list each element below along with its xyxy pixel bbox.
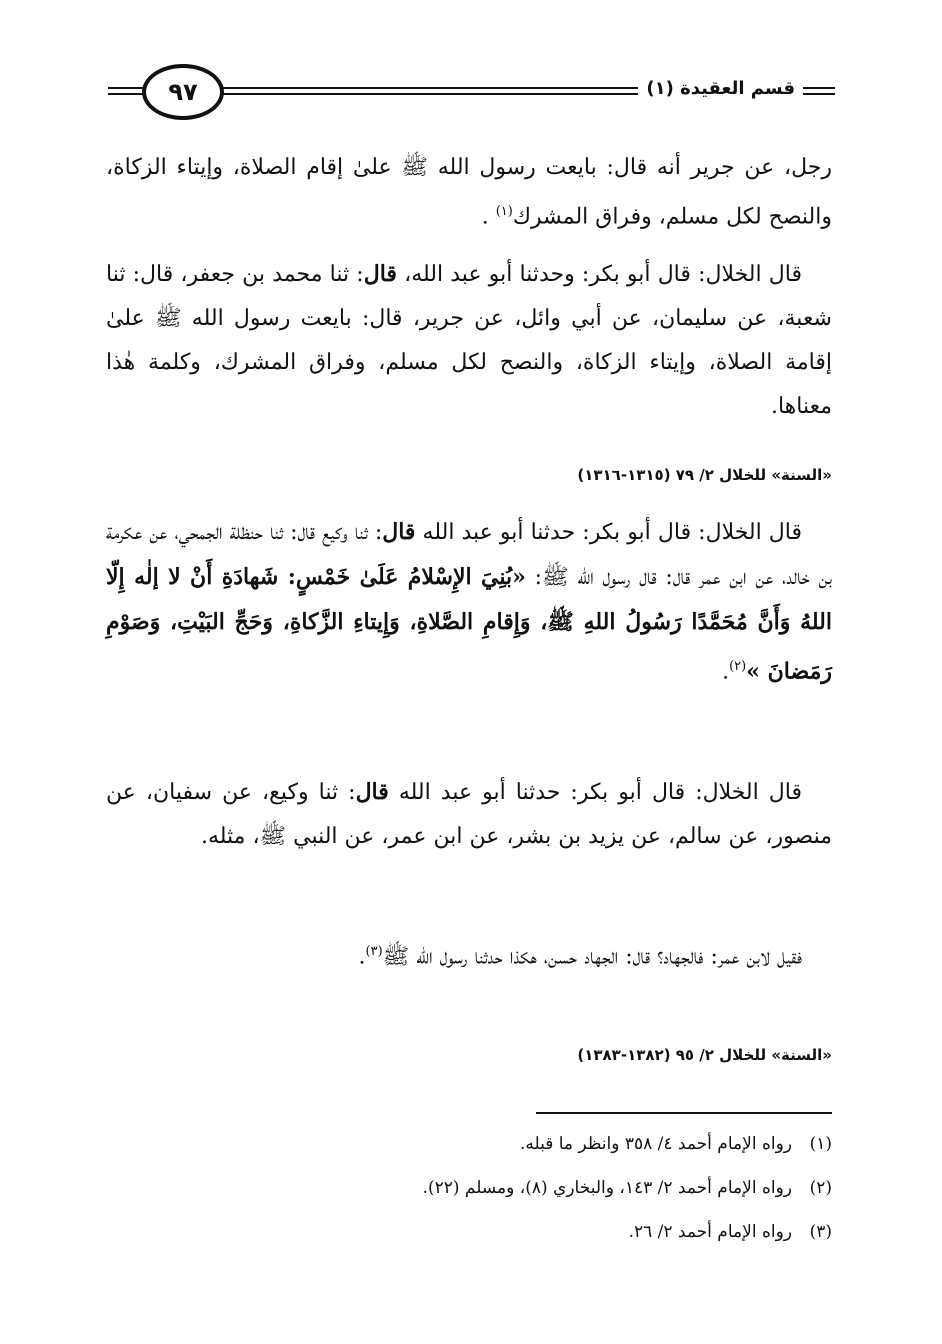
paragraph-text: رجل، عن جرير أنه قال: بايعت رسول الله ﷺ علىٰ إقام الصلاة، وإيتاء الزكاة، والنصح لكل مسلم، وفراق المشرك [106, 155, 832, 230]
paragraph-text: : ثنا محمد بن جعفر، قال: ثنا شعبة، عن سليمان، عن أبي وائل، عن جرير، قال: بايعت رسول الله ﷺ علىٰ إقامة الصلاة، وإيتاء الزكاة، والنصح لكل مسلم، وفراق المشرك، وكلمة هٰذا معناها. [106, 262, 832, 419]
footnote-2 [412, 1176, 832, 1200]
paragraph-end: . [481, 204, 496, 230]
footnote-number: (٢) [809, 1178, 832, 1198]
footnote-separator [536, 1112, 832, 1114]
source-citation-1: «السنة» للخلال ٢/ ٧٩ (١٣١٥-١٣١٦) [577, 466, 832, 484]
footnote-number: (٣) [809, 1222, 832, 1242]
paragraph-text: قال الخلال: قال أبو بكر: حدثنا أبو عبد الله [415, 520, 802, 545]
paragraph-text: فقيل لابن عمر: فالجهاد؟ قال: الجهاد حسن، هكذا حدثنا رسول الله ﷺ [382, 944, 802, 970]
paragraph-text: قال الخلال: قال أبو بكر: حدثنا أبو عبد الله [388, 780, 802, 805]
footnote-number: (١) [809, 1134, 832, 1154]
footnote-text: رواه الإمام أحمد ٤/ ٣٥٨ وانظر ما قبله. [519, 1134, 792, 1154]
paragraph-3 [106, 510, 832, 694]
paragraph-end: . [722, 659, 730, 685]
footnote-ref-3: (٣) [365, 944, 383, 959]
page-number-badge [142, 64, 224, 120]
paragraph-2 [106, 252, 832, 429]
footnote-3 [412, 1220, 832, 1244]
footnote-1 [412, 1132, 832, 1156]
paragraph-1 [106, 146, 832, 239]
paragraph-5 [106, 930, 832, 979]
paragraph-text: : ثنا وكيع، عن سفيان، عن منصور، عن سالم، عن يزيد بن بشر، عن ابن عمر، عن النبي ﷺ، مثله. [106, 780, 832, 849]
footnote-text: رواه الإمام أحمد ٢/ ١٤٣، والبخاري (٨)، ومسلم (٢٢). [422, 1178, 792, 1198]
bold-word: قال [355, 779, 389, 805]
paragraph-end: . [358, 944, 366, 970]
footnote-text: رواه الإمام أحمد ٢/ ٢٦. [628, 1222, 792, 1242]
hadith-quote: «بُنِيَ الإِسْلامُ عَلَىٰ خَمْسٍ: شَهادَةِ أَنْ لا إلٰه إِلّا اللهُ وَأَنَّ مُحَمَّدًا رَسُولُ اللهِ ﷺ، وَإِقامِ الصَّلاةِ، وَإِيتاءِ الزَّكاةِ، وَحَجِّ البَيْتِ، وَصَوْمِ رَمَضانَ » [106, 564, 832, 685]
source-citation-2: «السنة» للخلال ٢/ ٩٥ (١٣٨٢-١٣٨٣) [577, 1046, 832, 1064]
page-number: ٩٧ [168, 78, 198, 106]
footnote-ref-1: (١) [495, 204, 513, 219]
bold-word: قال [363, 261, 397, 287]
paragraph-text: : ثنا وكيع قال: ثنا حنظلة الجمحي، عن عكرمة بن خالد، عن ابن عمر قال: قال رسول الله ﷺ: [106, 520, 832, 590]
page-header [108, 62, 835, 124]
footnote-ref-2: (٢) [729, 659, 747, 674]
paragraph-4 [106, 770, 832, 859]
running-head: قسم العقيدة (١) [638, 78, 803, 99]
paragraph-text: قال الخلال: قال أبو بكر: وحدثنا أبو عبد الله، [396, 262, 802, 287]
bold-word: قال [382, 519, 416, 545]
